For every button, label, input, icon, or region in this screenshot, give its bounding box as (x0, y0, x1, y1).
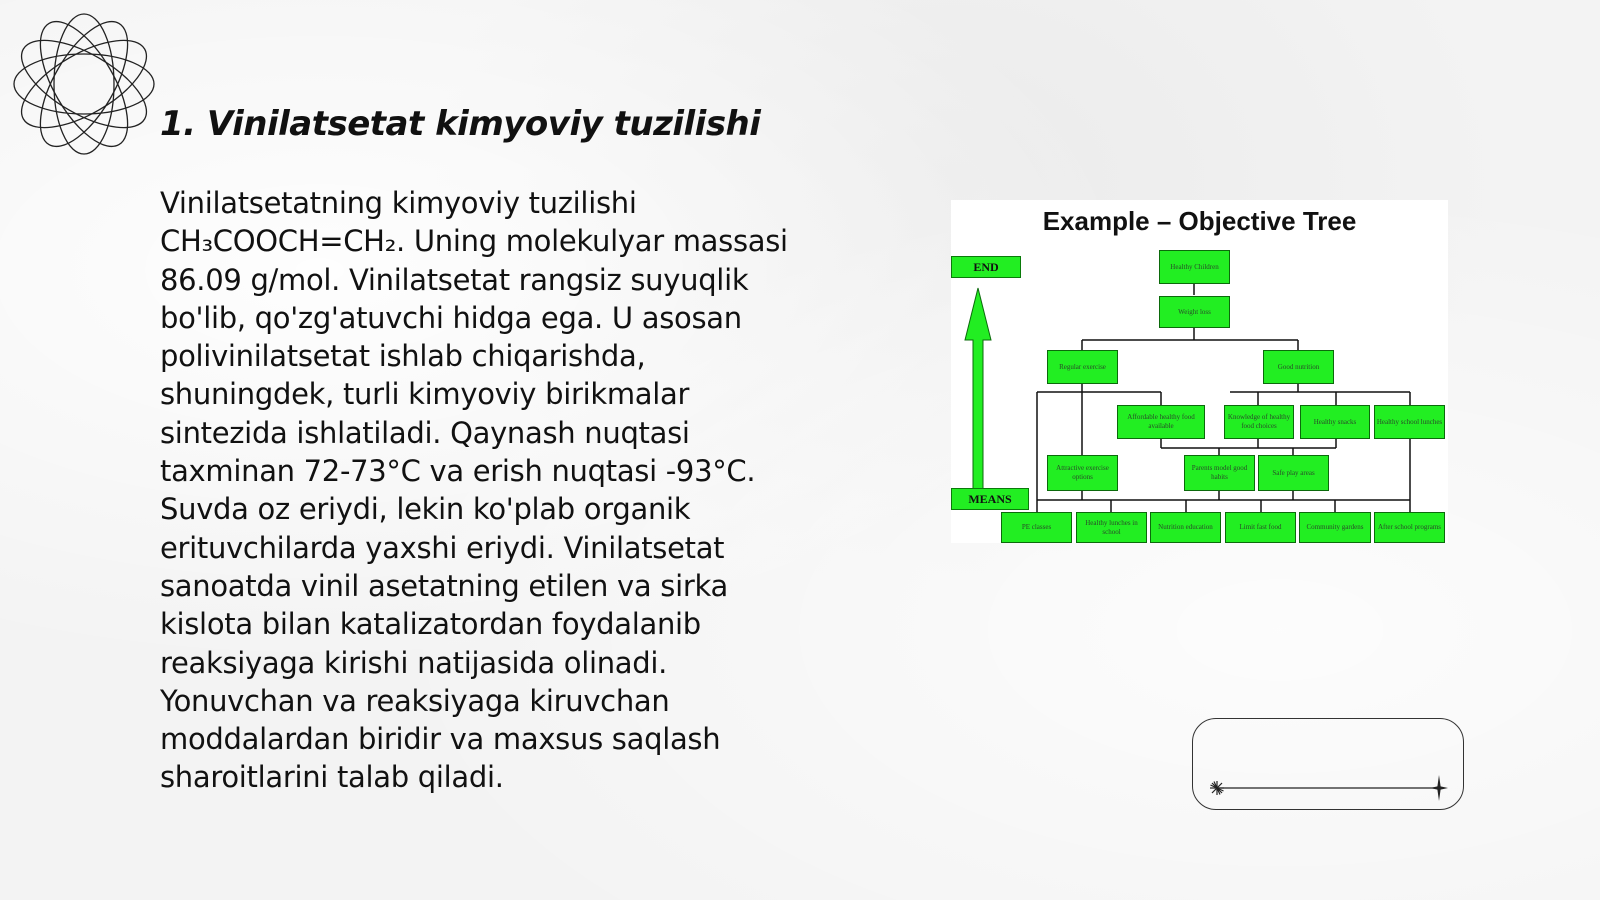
end-tag: END (951, 256, 1021, 278)
tree-node: Knowledge of healthy food choices (1224, 405, 1294, 439)
body-line: moddalardan biridir va maxsus saqlash (160, 722, 721, 757)
body-line: Vinilatsetatning kimyoviy tuzilishi (160, 186, 637, 220)
body-line: taxminan 72-73°C va erish nuqtasi -93°C. (160, 454, 756, 489)
spark-icon (1210, 781, 1224, 795)
body-line: erituvchilarda yaxshi eriydi. Vinilatsetat (160, 530, 725, 565)
tree-node: Attractive exercise options (1047, 455, 1118, 491)
tree-node: Healthy snacks (1300, 405, 1370, 439)
sparkle-icon (1430, 775, 1448, 801)
decorative-frame (1192, 718, 1464, 810)
slide-title: 1. Vinilatsetat kimyoviy tuzilishi (160, 104, 761, 144)
means-tag: MEANS (951, 488, 1029, 510)
objective-tree-image (951, 200, 1448, 543)
tree-node: Limit fast food (1225, 512, 1296, 543)
tree-node: Healthy Children (1159, 250, 1230, 284)
body-line: reaksiyaga kirishi natijasida olinadi. (160, 645, 668, 680)
tree-title: Example – Objective Tree (1042, 206, 1357, 236)
orbital-logo-icon (8, 8, 160, 160)
tree-node: Parents model good habits (1184, 455, 1255, 491)
body-line: kislota bilan katalizatordan foydalanib (160, 607, 701, 642)
body-line: sintezida ishlatiladi. Qaynash nuqtasi (160, 415, 690, 450)
tree-node: Healthy school lunches (1374, 405, 1445, 439)
body-line: sanoatda vinil asetatning etilen va sirka (160, 568, 728, 603)
tree-node: Nutrition education (1150, 512, 1221, 543)
body-line: Yonuvchan va reaksiyaga kiruvchan (160, 683, 670, 718)
tree-node: Regular exercise (1047, 350, 1118, 384)
tree-node: Community gardens (1299, 512, 1371, 543)
body-line: bo'lib, qo'zg'atuvchi hidga ega. U asosan (160, 300, 742, 335)
tree-node: After school programs (1374, 512, 1445, 543)
tree-node: Affordable healthy food available (1117, 405, 1205, 439)
body-line: polivinilatsetat ishlab chiqarishda, (160, 339, 646, 374)
body-paragraph (160, 184, 820, 797)
tree-node: Good nutrition (1263, 350, 1334, 384)
tree-node: Healthy lunches in school (1076, 512, 1147, 543)
body-line: CH₃COOCH=CH₂. Uning molekulyar massasi (160, 224, 788, 259)
body-line: Suvda oz eriydi, lekin ko'plab organik (160, 492, 691, 527)
body-line: sharoitlarini talab qiladi. (160, 760, 504, 795)
tree-node: Safe play areas (1258, 455, 1329, 491)
body-line: 86.09 g/mol. Vinilatsetat rangsiz suyuqlik (160, 262, 749, 297)
tree-node: Weight loss (1159, 296, 1230, 328)
body-line: shuningdek, turli kimyoviy birikmalar (160, 377, 690, 412)
tree-node: PE classes (1001, 512, 1072, 543)
